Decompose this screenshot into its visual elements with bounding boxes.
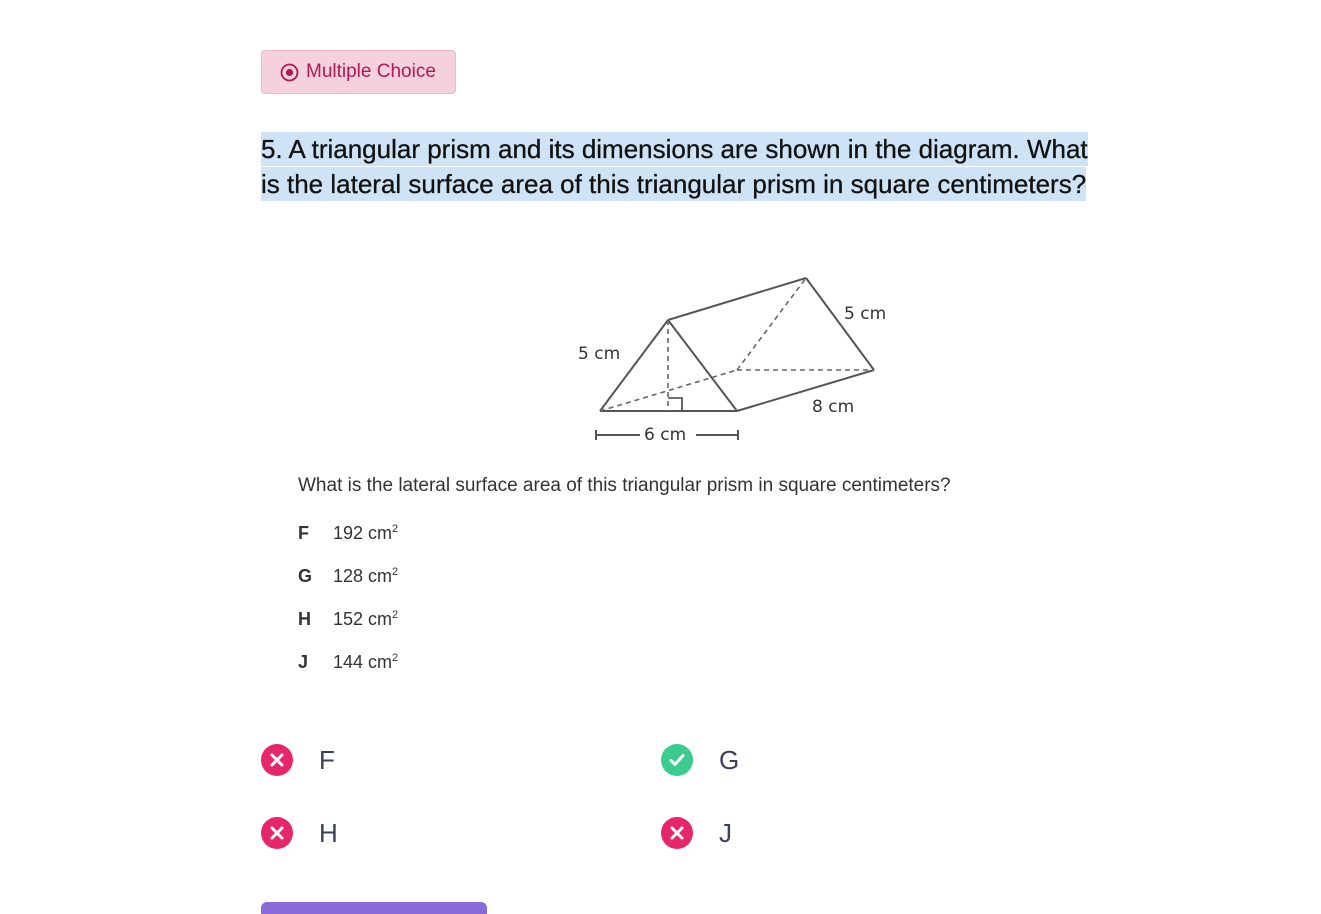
x-icon	[661, 817, 693, 849]
figure-question-text: What is the lateral surface area of this triangular prism in square centimeters?	[298, 475, 951, 496]
question-type-label: Multiple Choice	[306, 61, 436, 82]
figure-choice	[298, 652, 398, 673]
question-type-badge	[261, 50, 456, 94]
figure-choice	[298, 523, 398, 544]
figure-choice-letter: F	[298, 523, 309, 543]
radio-icon	[280, 63, 299, 82]
answer-label: J	[719, 817, 732, 848]
submit-button[interactable]	[261, 902, 487, 914]
prism-diagram	[280, 262, 1080, 452]
figure-label-left-edge: 5 cm	[578, 344, 621, 364]
answer-label: H	[319, 817, 338, 848]
check-icon	[661, 744, 693, 776]
figure-choice-value: 144 $cm^2$	[333, 652, 399, 672]
answer-option-g[interactable]	[661, 743, 739, 777]
figure-label-right-edge: 5 cm	[844, 304, 887, 324]
figure-label-base: 6 cm	[644, 425, 687, 445]
answer-label: F	[319, 744, 335, 775]
figure-choice	[298, 566, 398, 587]
figure-choice-letter: J	[298, 652, 309, 672]
x-icon	[261, 744, 293, 776]
answer-option-j[interactable]	[661, 816, 732, 850]
figure-choice-value: 152 $cm^2$	[333, 609, 399, 629]
answer-label: G	[719, 744, 740, 775]
question-text	[261, 132, 1091, 202]
answer-option-f[interactable]	[261, 743, 335, 777]
question-text-content: 5. A triangular prism and its dimensions are shown in the diagram. What is the lateral surface area of this triangular prism in square centimeters?	[261, 134, 1088, 199]
figure-choice	[298, 609, 398, 630]
question-image	[280, 262, 1080, 692]
answer-option-h[interactable]	[261, 816, 338, 850]
x-icon	[261, 817, 293, 849]
figure-choice-value: 192 $cm^2$	[333, 523, 399, 543]
figure-choice-letter: G	[298, 566, 313, 586]
figure-choice-letter: H	[298, 609, 311, 629]
figure-label-length: 8 cm	[812, 397, 855, 417]
figure-choice-value: 128 $cm^2$	[333, 566, 399, 586]
